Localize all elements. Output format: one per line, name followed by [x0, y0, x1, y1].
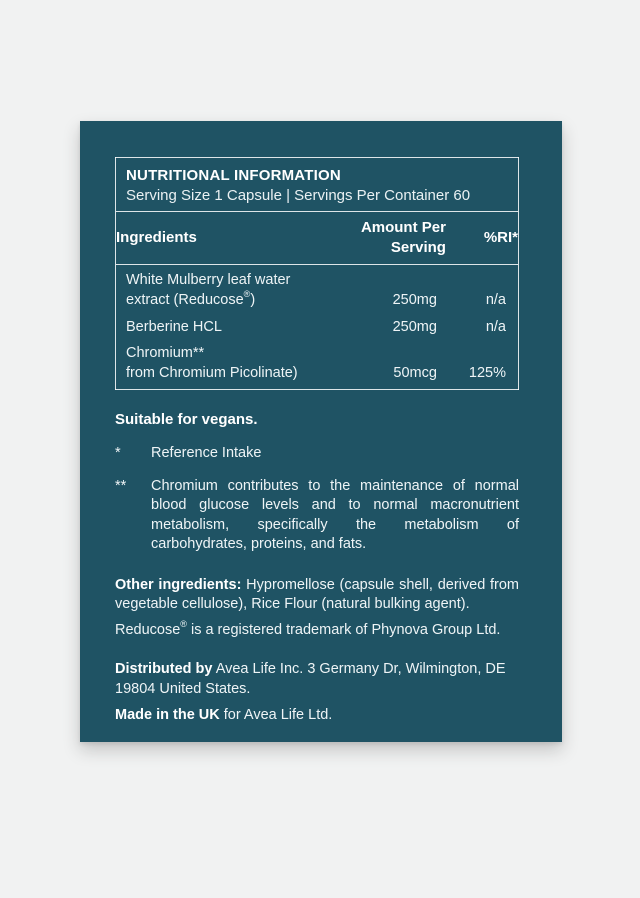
- footnote-marker: **: [115, 477, 127, 494]
- registered-mark: ®: [243, 289, 251, 300]
- serving-info: Serving Size 1 Capsule | Servings Per Container 60: [126, 187, 471, 204]
- footnote-text: Reference Intake: [151, 445, 262, 461]
- footnote-chromium: [115, 477, 519, 555]
- ingredient-ri: n/a: [485, 319, 506, 335]
- ingredient-name: Berberine HCL: [126, 319, 222, 335]
- ingredient-ri: n/a: [485, 292, 506, 308]
- col-header-ingredients: Ingredients: [116, 212, 305, 265]
- ingredient-ri: 125%: [468, 365, 506, 381]
- table-row: [116, 310, 519, 337]
- ingredient-amount: 250mg: [392, 292, 437, 308]
- trademark-paragraph: Reducose® is a registered trademark of Phynova Group Ltd.: [115, 618, 501, 638]
- other-ingredients-label: Other ingredients:: [115, 576, 242, 593]
- col-header-ri: %RI*: [446, 212, 519, 265]
- ingredient-name: White Mulberry leaf water extract (Reducose®): [126, 272, 291, 308]
- vegan-note: Suitable for vegans.: [115, 411, 258, 428]
- footnote-reference-intake: [115, 444, 519, 464]
- table-title-row: [116, 158, 519, 212]
- nutrition-table: [115, 157, 519, 390]
- table-row: [116, 337, 519, 390]
- ingredient-amount: 50mcg: [393, 365, 437, 381]
- table-row: [116, 265, 519, 311]
- distributed-by-label: Distributed by: [115, 661, 213, 677]
- footnote-text: Chromium contributes to the maintenance of normal blood glucose levels and to normal macronutrient metabolism, specifically the metabolism of carbohydrates, proteins, and fats.: [151, 477, 519, 552]
- ingredient-amount: 250mg: [392, 319, 437, 335]
- footnote-marker: *: [115, 445, 121, 461]
- other-ingredients-paragraph: Other ingredients: Hypromellose (capsule shell, derived from vegetable cellulose), Rice Flour (natural bulking agent).: [115, 576, 519, 612]
- registered-mark: ®: [180, 618, 187, 629]
- distributed-by-paragraph: Distributed by Avea Life Inc. 3 Germany Dr, Wilmington, DE 19804 United States.: [115, 661, 506, 697]
- col-header-amount: Amount Per Serving: [305, 212, 446, 265]
- table-title: NUTRITIONAL INFORMATION: [126, 167, 341, 184]
- table-header-row: [116, 212, 519, 265]
- ingredient-name: Chromium** from Chromium Picolinate): [126, 345, 298, 381]
- nutrition-label-card: [80, 121, 562, 742]
- made-in-uk-paragraph: Made in the UK for Avea Life Ltd.: [115, 707, 333, 723]
- made-in-uk-label: Made in the UK: [115, 707, 220, 723]
